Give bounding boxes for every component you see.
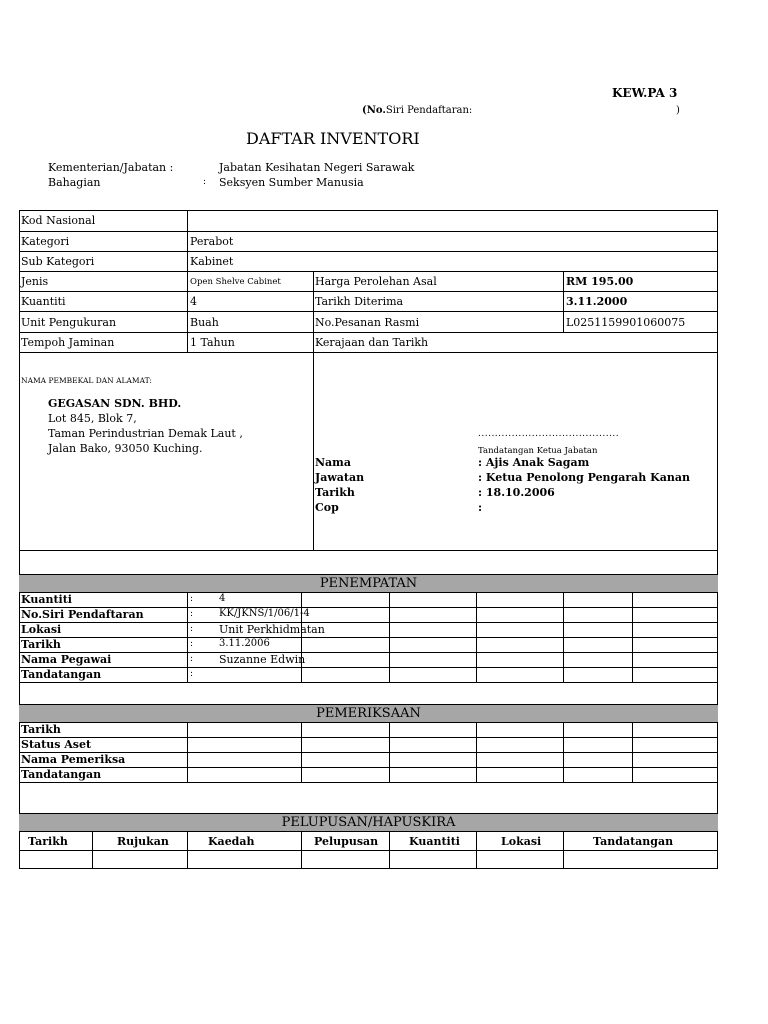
siri-pendaftaran-label (362, 105, 472, 116)
kategori-value: Perabot (190, 235, 234, 248)
penempatan-label-lokasi: Lokasi (21, 623, 62, 636)
unit-pengukuran-label: Unit Pengukuran (21, 316, 117, 329)
kementerian-value: Jabatan Kesihatan Negeri Sarawak (219, 161, 415, 174)
pelupusan-col-tarikh: Tarikh (28, 835, 68, 848)
penempatan-colon-kuantiti: : (190, 594, 194, 604)
pelupusan-col-kuantiti: Kuantiti (409, 835, 460, 848)
supplier-line-2: Lot 845, Blok 7, (48, 412, 137, 425)
pelupusan-col-pelupusan: Pelupusan (314, 835, 379, 848)
penempatan-heading: PENEMPATAN (19, 574, 718, 593)
supplier-line-4: Jalan Bako, 93050 Kuching. (48, 442, 203, 455)
page-title: DAFTAR INVENTORI (246, 129, 420, 148)
kuantiti-label: Kuantiti (21, 295, 66, 308)
tempoh-jaminan-label: Tempoh Jaminan (21, 336, 115, 349)
pemeriksaan-label-status: Status Aset (21, 738, 92, 751)
pesanan-value: L0251159901060075 (566, 316, 686, 329)
penempatan-colon-pegawai: : (190, 654, 194, 664)
penempatan-value-pegawai: Suzanne Edwin (219, 653, 306, 666)
tarikh-value: : 18.10.2006 (478, 486, 555, 499)
jenis-value: Open Shelve Cabinet (190, 277, 281, 287)
penempatan-label-kuantiti: Kuantiti (21, 593, 72, 606)
pelupusan-col-lokasi: Lokasi (501, 835, 542, 848)
penempatan-colon-tarikh: : (190, 639, 194, 649)
sub-kategori-value: Kabinet (190, 255, 234, 268)
harga-value: RM 195.00 (566, 275, 634, 288)
pelupusan-col-kaedah: Kaedah (208, 835, 255, 848)
pelupusan-col-tandatangan: Tandatangan (593, 835, 674, 848)
cop-label: Cop (315, 501, 339, 514)
tarikh-label: Tarikh (315, 486, 355, 499)
kod-nasional-label: Kod Nasional (21, 214, 96, 227)
penempatan-value-kuantiti: 4 (219, 593, 226, 604)
penempatan-label-pegawai: Nama Pegawai (21, 653, 112, 666)
tarikh-diterima-label: Tarikh Diterima (315, 295, 404, 308)
unit-pengukuran-value: Buah (190, 316, 219, 329)
bahagian-label: Bahagian (48, 176, 101, 189)
penempatan-colon-lokasi: : (190, 624, 194, 634)
kementerian-label: Kementerian/Jabatan : (48, 161, 174, 174)
jawatan-label: Jawatan (315, 471, 365, 484)
penempatan-value-siri: KK/JKNS/1/06/1-4 (219, 608, 310, 619)
kerajaan-label: Kerajaan dan Tarikh (315, 336, 429, 349)
tarikh-diterima-value: 3.11.2000 (566, 295, 628, 308)
pelupusan-col-rujukan: Rujukan (117, 835, 169, 848)
siri-rest: Siri Pendaftaran: (385, 105, 473, 116)
penempatan-value-lokasi: Unit Perkhidmatan (219, 623, 325, 636)
kuantiti-value: 4 (190, 295, 197, 308)
pelupusan-heading: PELUPUSAN/HAPUSKIRA (19, 813, 718, 832)
jawatan-value: : Ketua Penolong Pengarah Kanan (478, 471, 690, 484)
penempatan-colon-siri: : (190, 609, 194, 619)
sub-kategori-label: Sub Kategori (21, 255, 95, 268)
kategori-label: Kategori (21, 235, 70, 248)
jenis-label: Jenis (21, 275, 49, 288)
penempatan-colon-tandatangan: : (190, 669, 194, 679)
penempatan-label-tarikh: Tarikh (21, 638, 61, 651)
supplier-line-1: GEGASAN SDN. BHD. (48, 397, 182, 410)
nama-label: Nama (315, 456, 351, 469)
tempoh-jaminan-value: 1 Tahun (190, 336, 235, 349)
harga-label: Harga Perolehan Asal (315, 275, 437, 288)
signature-caption: Tandatangan Ketua Jabatan (478, 446, 598, 456)
cop-value: : (478, 501, 483, 514)
siri-close: ) (676, 105, 680, 116)
signature-dots: .......................................... (478, 429, 620, 439)
pemeriksaan-label-tarikh: Tarikh (21, 723, 61, 736)
bahagian-value: Seksyen Sumber Manusia (219, 176, 364, 189)
nama-value: : Ajis Anak Sagam (478, 456, 590, 469)
siri-prefix: (No. (362, 105, 386, 116)
pesanan-label: No.Pesanan Rasmi (315, 316, 420, 329)
pemeriksaan-label-tandatangan: Tandatangan (21, 768, 102, 781)
pemeriksaan-heading: PEMERIKSAAN (19, 704, 718, 723)
supplier-line-3: Taman Perindustrian Demak Laut , (48, 427, 243, 440)
bahagian-colon: : (203, 177, 207, 187)
supplier-heading: NAMA PEMBEKAL DAN ALAMAT: (21, 376, 152, 385)
form-code: KEW.PA 3 (612, 86, 678, 100)
pemeriksaan-label-pemeriksa: Nama Pemeriksa (21, 753, 126, 766)
penempatan-label-tandatangan: Tandatangan (21, 668, 102, 681)
penempatan-label-siri: No.Siri Pendaftaran (21, 608, 144, 621)
penempatan-value-tarikh: 3.11.2006 (219, 638, 270, 649)
